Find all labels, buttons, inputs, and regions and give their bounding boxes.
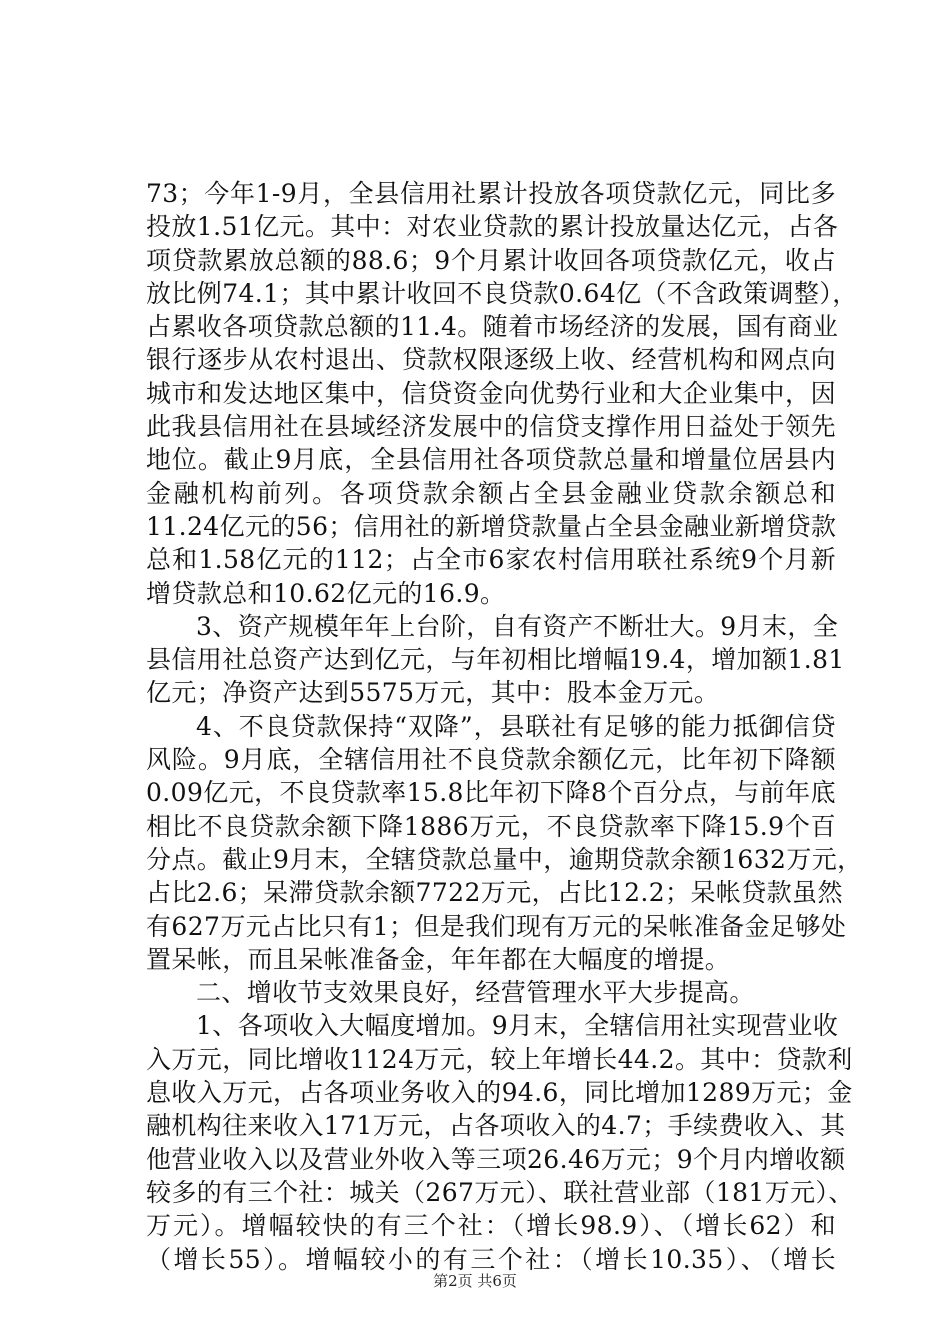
text-line: 占累收各项贷款总额的11.4。随着市场经济的发展，国有商业 [146,312,839,342]
text-line: 二、增收节支效果良好，经营管理水平大步提高。 [196,978,755,1008]
text-line: 较多的有三个社：城关（267万元）、联社营业部（181万元）、 [146,1177,854,1207]
text-line: 亿元；净资产达到5575万元，其中：股本金万元。 [146,678,720,708]
text-line: 3、资产规模年年上台阶，自有资产不断壮大。9月末，全 [196,611,839,641]
text-line: 0.09亿元，不良贷款率15.8比年初下降8个百分点，与前年底 [146,778,836,808]
text-line: 有627万元占比只有1；但是我们现有万元的呆帐准备金足够处 [146,911,847,941]
text-line: 银行逐步从农村退出、贷款权限逐级上收、经营机构和网点向 [146,345,836,375]
page-footer: 第2页 共6页 [433,1272,517,1290]
text-line: 总和1.58亿元的112；占全市6家农村信用联社系统9个月新 [146,545,836,575]
text-line: 入万元，同比增收1124万元，较上年增长44.2。其中：贷款利 [146,1044,853,1074]
text-line: 融机构往来收入171万元，占各项收入的4.7；手续费收入、其 [146,1111,846,1141]
text-line: 1、各项收入大幅度增加。9月末，全辖信用社实现营业收 [196,1011,839,1041]
text-line: 万元）。增幅较快的有三个社：（增长98.9）、（增长62）和 [146,1211,836,1241]
text-line: 投放1.51亿元。其中：对农业贷款的累计投放量达亿元，占各 [146,212,839,242]
text-line: 相比不良贷款余额下降1886万元，不良贷款率下降15.9个百 [146,811,836,841]
text-line: 73；今年1-9月，全县信用社累计投放各项贷款亿元，同比多 [146,179,836,208]
text-line: 县信用社总资产达到亿元，与年初相比增幅19.4，增加额1.81 [146,645,845,675]
text-line: 息收入万元，占各项业务收入的94.6，同比增加1289万元；金 [146,1078,853,1108]
text-line: 城市和发达地区集中，信贷资金向优势行业和大企业集中，因 [146,378,836,408]
text-line: 置呆帐，而且呆帐准备金，年年都在大幅度的增提。 [146,944,731,974]
text-line: 放比例74.1；其中累计收回不良贷款0.64亿（不含政策调整）， [146,278,858,308]
text-line: 4、不良贷款保持“双降”，县联社有足够的能力抵御信贷 [196,711,836,741]
text-line: 占比2.6；呆滞贷款余额7722万元，占比12.2；呆帐贷款虽然 [146,878,843,908]
text-line: 分点。截止9月末，全辖贷款总量中，逾期贷款余额1632万元， [146,844,863,874]
text-line: 11.24亿元的56；信用社的新增贷款量占全县金融业新增贷款 [146,511,837,541]
text-line: 此我县信用社在县域经济发展中的信贷支撑作用日益处于领先 [146,412,836,442]
text-line: 他营业收入以及营业外收入等三项26.46万元；9个月内增收额 [146,1144,846,1174]
text-line: 项贷款累放总额的88.6；9个月累计收回各项贷款亿元，收占 [146,245,836,275]
body-text [146,177,863,1276]
text-line: 地位。截止9月底，全县信用社各项贷款总量和增量位居县内 [146,445,836,475]
text-line: 增贷款总和10.62亿元的16.9。 [146,578,506,608]
text-line: 风险。9月底，全辖信用社不良贷款余额亿元，比年初下降额 [146,745,836,775]
text-line: （增长55）。增幅较小的有三个社：（增长10.35）、（增长 [146,1244,836,1274]
text-line: 金融机构前列。各项贷款余额占全县金融业贷款余额总和 [146,478,836,508]
